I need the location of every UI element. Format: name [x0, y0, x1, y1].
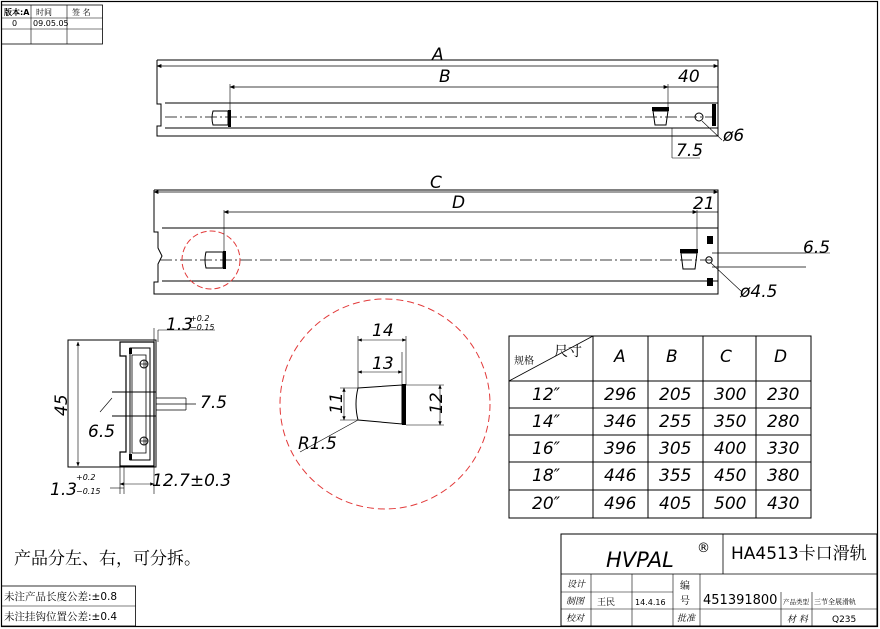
- revision-value-version: 0: [12, 19, 18, 28]
- dim-7-5-section: 7.5: [200, 393, 228, 413]
- tolerance-hook: 未注挂钩位置公差:±0.4: [4, 611, 118, 623]
- table-cell: 350: [714, 412, 747, 432]
- product-title: HA4513卡口滑轨: [731, 544, 867, 564]
- draw-label: 制图: [566, 597, 585, 607]
- table-row-size: 12″: [532, 385, 560, 405]
- dim-r1-5: R1.5: [298, 434, 337, 454]
- table-cell: 405: [659, 494, 692, 514]
- material-label: 材 料: [787, 615, 808, 625]
- dim-12: 12: [427, 392, 447, 414]
- dim-dia-6: ø6: [723, 126, 745, 146]
- tol-bottom-minus: −0.15: [76, 487, 101, 496]
- part-number: 451391800: [703, 593, 778, 608]
- table-cell: 446: [604, 466, 637, 486]
- table-row-size: 18″: [532, 466, 560, 486]
- table-cell: 400: [714, 439, 747, 459]
- table-cell: 300: [714, 385, 747, 405]
- dim-width: 12.7±0.3: [152, 471, 232, 491]
- table-header-a: A: [614, 347, 626, 367]
- title-block-text: [566, 541, 867, 625]
- middle-view: [154, 190, 830, 294]
- revision-header-sign: 签 名: [72, 8, 91, 17]
- section-view: [68, 328, 215, 494]
- product-note: 产品分左、右，可分拆。: [14, 549, 201, 569]
- dim-21: 21: [693, 194, 715, 214]
- table-cell: 305: [659, 439, 692, 459]
- revision-header-time: 时间: [36, 8, 52, 17]
- table-row-size: 14″: [532, 412, 560, 432]
- number-label-1: 编: [680, 581, 690, 592]
- category-value: 三节全展滑轨: [814, 598, 856, 606]
- tol-top-plus: +0.2: [190, 314, 210, 323]
- table-cell: 450: [714, 466, 747, 486]
- dim-13: 13: [372, 354, 394, 374]
- dim-6-5-middle: 6.5: [803, 238, 831, 258]
- revision-block: [2, 5, 103, 44]
- revision-value-date: 09.05.05: [33, 19, 69, 28]
- table-corner-top: 尺寸: [554, 344, 582, 360]
- table-cell: 296: [604, 385, 637, 405]
- number-label-2: 号: [680, 596, 690, 607]
- table-cell: 346: [604, 412, 637, 432]
- dim-14: 14: [372, 321, 394, 341]
- dim-label-b: B: [439, 67, 451, 87]
- table-cell: 230: [767, 385, 800, 405]
- tol-top-base: 1.3: [166, 315, 194, 335]
- table-cell: 380: [767, 466, 800, 486]
- table-header-d: D: [774, 347, 788, 367]
- table-header-b: B: [666, 347, 678, 367]
- tolerance-length: 未注产品长度公差:±0.8: [4, 591, 118, 603]
- table-cell: 355: [659, 466, 692, 486]
- tol-top-minus: −0.15: [190, 323, 215, 332]
- tol-bottom-base: 1.3: [50, 480, 78, 500]
- approve-label: 批准: [677, 614, 696, 624]
- table-cell: 255: [659, 412, 692, 432]
- table-header-c: C: [720, 347, 732, 367]
- registered-mark: ®: [697, 541, 710, 556]
- table-cell: 496: [604, 494, 637, 514]
- dim-label-a: A: [432, 45, 444, 65]
- dim-label-c: C: [430, 173, 442, 193]
- table-row-size: 16″: [532, 439, 560, 459]
- dim-6-5-section: 6.5: [88, 422, 116, 442]
- dim-40: 40: [678, 67, 700, 87]
- category-label: 产品类型: [783, 598, 809, 606]
- dim-11: 11: [327, 392, 347, 414]
- table-corner-bottom: 规格: [514, 356, 534, 367]
- spec-table-text: [514, 343, 799, 514]
- table-cell: 396: [604, 439, 637, 459]
- revision-header-version: 版本:A: [4, 8, 30, 17]
- material-value: Q235: [832, 615, 857, 625]
- table-cell: 205: [659, 385, 692, 405]
- tolerance-notes: [2, 586, 136, 626]
- tol-bottom-plus: +0.2: [76, 473, 96, 482]
- drawing-date: 14.4.16: [635, 598, 666, 607]
- table-cell: 500: [714, 494, 747, 514]
- table-cell: 330: [767, 439, 800, 459]
- table-cell: 430: [767, 494, 800, 514]
- dim-label-d: D: [452, 193, 466, 213]
- dim-dia-4-5: ø4.5: [740, 282, 778, 302]
- dim-45: 45: [52, 394, 72, 416]
- brand-logo: HVPAL: [606, 548, 674, 572]
- drawer-name: 王民: [597, 598, 616, 608]
- dim-7-5-top: 7.5: [676, 141, 704, 161]
- table-cell: 280: [767, 412, 800, 432]
- check-label: 校对: [566, 614, 585, 624]
- table-row-size: 20″: [532, 494, 560, 514]
- design-label: 设计: [567, 580, 586, 590]
